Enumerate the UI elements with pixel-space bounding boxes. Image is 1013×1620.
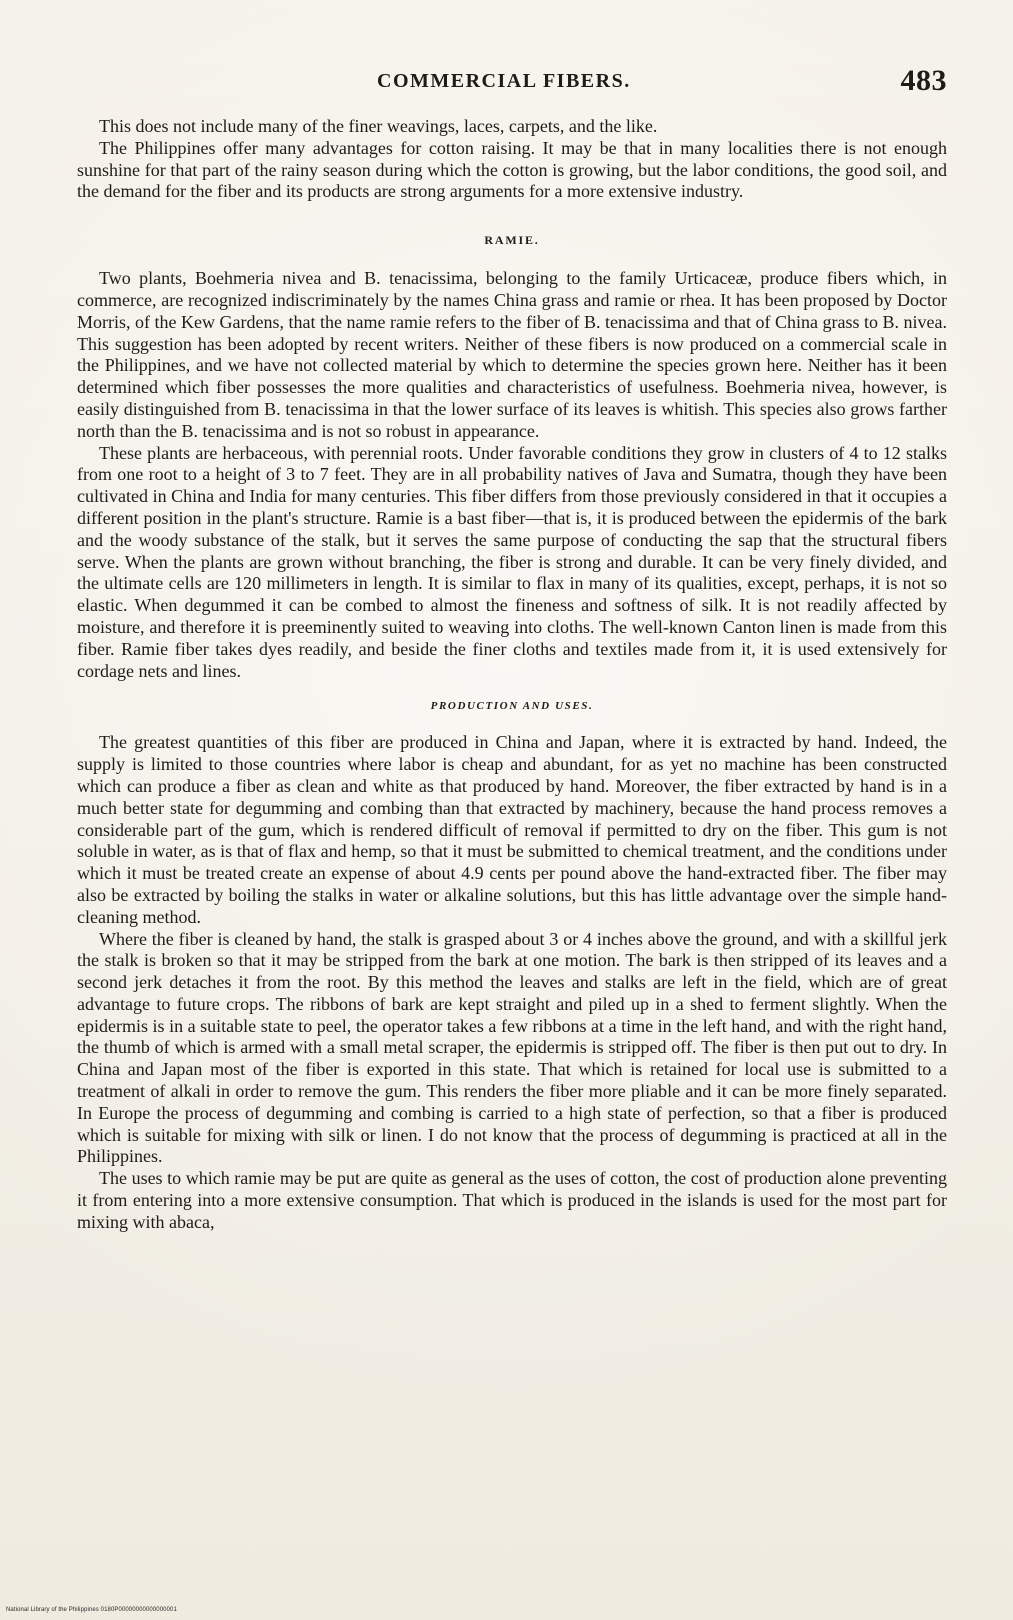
intro-paragraph-2: The Philippines offer many advantages for cotton raising. It may be that in many localities there is not enough sunshine for that part of the rainy season during which the cotton is growing, but the labor conditions, the good soil, and the demand for the fiber and its products are strong arguments for a more extensive industry. xyxy=(77,137,947,202)
ramie-paragraph-1: Two plants, Boehmeria nivea and B. tenacissima, belonging to the family Urticaceæ, produce fibers which, in commerce, are recognized indiscriminately by the names China grass and ramie or rhea. It has been proposed by Doctor Morris, of the Kew Gardens, that the name ramie refers to the fiber of B. tenacissima and that of China grass to B. nivea. This suggestion has been adopted by recent writers. Neither of these fibers is now produced on a commercial scale in the Philippines, and we have not collected material by which to determine the species grown here. Neither has it been determined which fiber possesses the more qualities and characteristics of usefulness. Boehmeria nivea, however, is easily distinguished from B. tenacissima in that the lower surface of its leaves is whitish. This species also grows farther north than the B. tenacissima and is not so robust in appearance. xyxy=(77,268,947,441)
footer-note: National Library of the Philippines 0180P00000000000000001 xyxy=(6,1607,177,1613)
intro-paragraph-1: This does not include many of the finer weavings, laces, carpets, and the like. xyxy=(99,116,658,136)
ramie-paragraph-2: These plants are herbaceous, with perennial roots. Under favorable conditions they grow in clusters of 4 to 12 stalks from one root to a height of 3 to 7 feet. They are in all probability natives of Java and Sumatra, though they have been cultivated in China and India for many centuries. This fiber differs from those previously considered in that it occupies a different position in the plant's structure. Ramie is a bast fiber—that is, it is produced between the epidermis of the bark and the woody substance of the stalk, but it serves the same purpose of conducting the sap that the structural fibers serve. When the plants are grown without branching, the fiber is strong and durable. It can be very finely divided, and the ultimate cells are 120 millimeters in length. It is similar to flax in many of its qualities, except, perhaps, it is not so elastic. When degummed it can be combed to almost the fineness and softness of silk. It is not readily affected by moisture, and therefore it is preeminently suited to weaving into cloths. The well-known Canton linen is made from this fiber. Ramie fiber takes dyes readily, and beside the finer cloths and textiles made from it, it is used extensively for cordage nets and lines. xyxy=(77,442,947,681)
running-head xyxy=(77,64,947,97)
production-paragraph-2: Where the fiber is cleaned by hand, the stalk is grasped about 3 or 4 inches above the ground, and with a skillful jerk the stalk is broken so that it may be stripped from the bark at one motion. The bark is then stripped of its leaves and a second jerk detaches it from the root. By this method the leaves and stalks are left in the field, which are of great advantage to future crops. The ribbons of bark are kept straight and piled up in a shed to ferment slightly. When the epidermis is in a suitable state to peel, the operator takes a few ribbons at a time in the left hand, and with the right hand, the thumb of which is armed with a small metal scraper, the epidermis is stripped off. The fiber is then put out to dry. In China and Japan most of the fiber is exported in this state. That which is retained for local use is submitted to a treatment of alkali in order to remove the gum. This renders the fiber more pliable and it can be more finely separated. In Europe the process of degumming and combing is carried to a high state of perfection, so that a fiber is produced which is suitable for mixing with silk or linen. I do not know that the process of degumming is practiced at all in the Philippines. xyxy=(77,928,947,1167)
page-number: 483 xyxy=(900,64,947,97)
running-title: COMMERCIAL FIBERS. xyxy=(377,70,631,92)
subheading-production-and-uses: PRODUCTION AND USES. xyxy=(430,700,594,713)
page-content xyxy=(77,116,947,1234)
production-paragraph-3: The uses to which ramie may be put are quite as general as the uses of cotton, the cost of production alone preventing it from entering into a more extensive consumption. That which is produced in the islands is used for the most part for mixing with abaca, xyxy=(77,1168,947,1232)
production-paragraph-1: The greatest quantities of this fiber are produced in China and Japan, where it is extracted by hand. Indeed, the supply is limited to those countries where labor is cheap and abundant, for as yet no machine has been constructed which can produce a fiber as clean and white as that produced by hand. Moreover, the fiber extracted by hand is in a much better state for degumming and combing than that extracted by machinery, because the hand process removes a considerable part of the gum, which is rendered difficult of removal if permitted to dry on the fiber. This gum is not soluble in water, as is that of flax and hemp, so that it must be submitted to chemical treatment, and the conditions under which it must be treated create an expense of about 4.9 cents per pound above the hand-extracted fiber. The fiber may also be extracted by boiling the stalks in water or alkaline solutions, but this has little advantage over the simple hand-cleaning method. xyxy=(77,732,947,927)
section-heading-ramie: RAMIE. xyxy=(484,233,540,248)
